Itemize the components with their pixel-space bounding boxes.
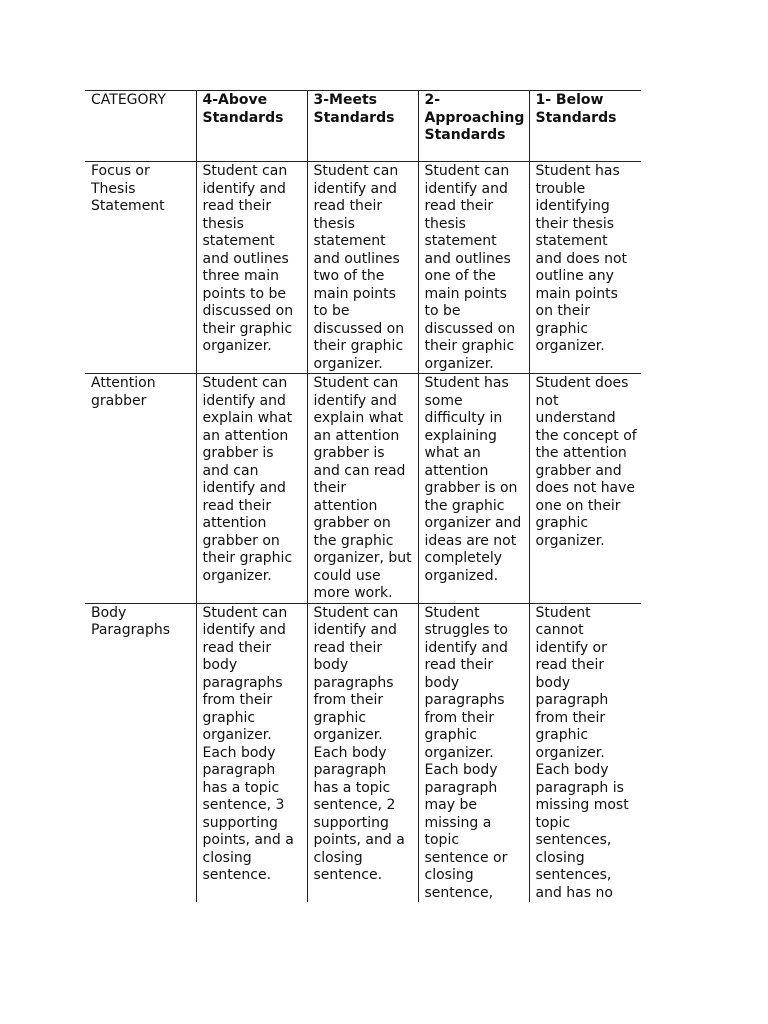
table-row (85, 374, 641, 604)
table-cell: Student does not understand the concept of the attention grabber and does not have one on their graphic organizer. (529, 374, 641, 604)
table-row (85, 603, 641, 902)
row-category: Focus or Thesis Statement (85, 162, 196, 374)
table-cell: Student has trouble identifying their thesis statement and does not outline any main points on their graphic organizer. (529, 162, 641, 374)
table-cell: Student has some difficulty in explaining what an attention grabber is on the graphic organizer and ideas are not completely organized. (418, 374, 529, 604)
header-category: CATEGORY (85, 91, 196, 162)
table-cell: Student cannot identify or read their body paragraph from their graphic organizer. Each body paragraph is missing most topic sentences, closing sentences, and has no (529, 603, 641, 902)
table-cell: Student can identify and read their thesis statement and outlines one of the main points to be discussed on their graphic organizer. (418, 162, 529, 374)
row-category: Body Paragraphs (85, 603, 196, 902)
table-cell: Student can identify and read their thesis statement and outlines two of the main points to be discussed on their graphic organizer. (307, 162, 418, 374)
table-row (85, 162, 641, 374)
table-cell: Student can identify and read their body paragraphs from their graphic organizer. Each body paragraph has a topic sentence, 2 supporting points, and a closing sentence. (307, 603, 418, 902)
table-cell: Student can identify and read their thesis statement and outlines three main points to be discussed on their graphic organizer. (196, 162, 307, 374)
header-meets-standards: 3-Meets Standards (307, 91, 418, 162)
table-cell: Student can identify and explain what an attention grabber is and can read their attention grabber on the graphic organizer, but could use more work. (307, 374, 418, 604)
header-approaching-standards: 2-Approaching Standards (418, 91, 529, 162)
row-category: Attention grabber (85, 374, 196, 604)
header-above-standards: 4-Above Standards (196, 91, 307, 162)
rubric-table (85, 90, 641, 902)
table-cell: Student struggles to identify and read their body paragraphs from their graphic organizer. Each body paragraph may be missing a topic sentence or closing sentence, (418, 603, 529, 902)
header-below-standards: 1- Below Standards (529, 91, 641, 162)
table-cell: Student can identify and explain what an attention grabber is and can identify and read their attention grabber on their graphic organizer. (196, 374, 307, 604)
header-row (85, 91, 641, 162)
table-cell: Student can identify and read their body paragraphs from their graphic organizer. Each body paragraph has a topic sentence, 3 supporting points, and a closing sentence. (196, 603, 307, 902)
